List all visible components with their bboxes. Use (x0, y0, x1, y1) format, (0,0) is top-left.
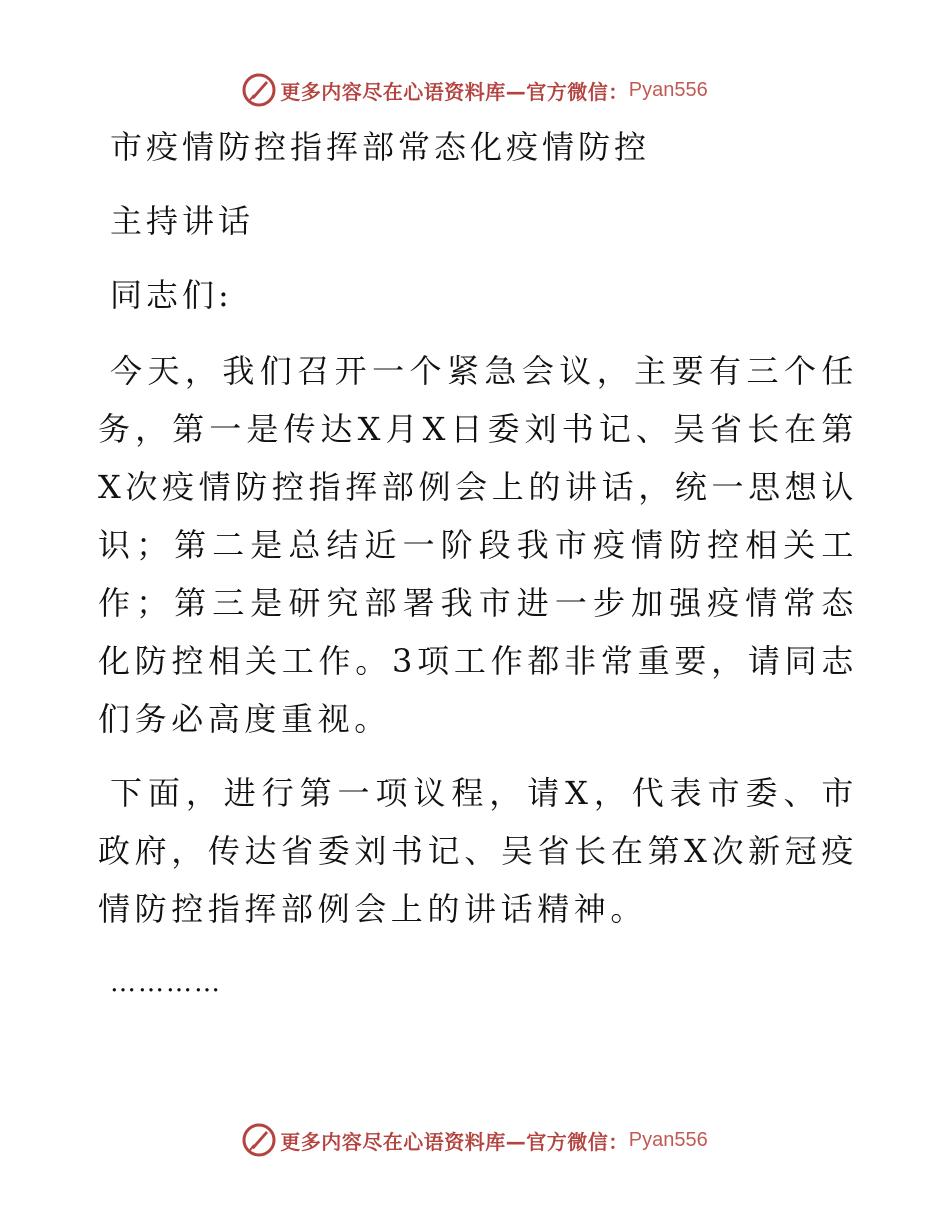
footer-banner-wechat-id: Pyan556 (628, 1128, 708, 1151)
header-banner-wechat-id: Pyan556 (628, 78, 708, 101)
feather-logo-icon (242, 1123, 276, 1157)
document-body (98, 118, 858, 1038)
footer-banner-text: 更多内容尽在心语资料库—官方微信： (280, 1129, 629, 1154)
document-title-line2: 主持讲话 (110, 202, 255, 240)
feather-logo-icon (242, 73, 276, 107)
ellipsis: ………… (110, 968, 222, 998)
header-watermark-banner (0, 70, 950, 110)
paragraph-1: 今天，我们召开一个紧急会议，主要有三个任务，第一是传达X月X日委刘书记、吴省长在第X次疫情防控指挥部例会上的讲话，统一思想认识；第二是总结近一阶段我市疫情防控相关工作；第三是研究部署我市进一步加强疫情常态化防控相关工作。3项工作都非常重要，请同志们务必高度重视。 (98, 352, 858, 738)
footer-watermark-banner (0, 1120, 950, 1160)
document-title-line1: 市疫情防控指挥部常态化疫情防控 (110, 128, 651, 166)
header-banner-text: 更多内容尽在心语资料库—官方微信： (280, 79, 629, 104)
salutation: 同志们: (110, 276, 233, 314)
paragraph-2: 下面，进行第一项议程，请X，代表市委、市政府，传达省委刘书记、吴省长在第X次新冠疫情防控指挥部例会上的讲话精神。 (98, 774, 858, 928)
